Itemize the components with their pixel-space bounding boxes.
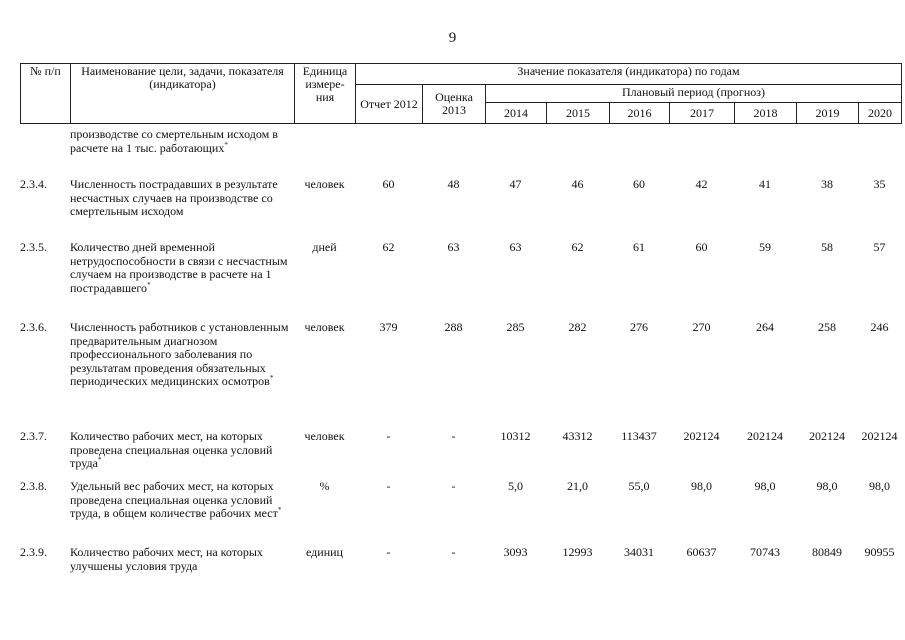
value-cell: 48 [447,177,460,191]
footnote-asterisk: * [269,374,274,382]
indicator-name: Количество рабочих мест, на которых проведена специальная оценка условий труда [70,429,273,470]
header-estimate-2013: Оценка 2013 [423,85,486,124]
value-cell [858,128,901,178]
header-report-2012: Отчет 2012 [356,85,423,124]
table-row [20,321,901,430]
value-cell: 98,0 [816,479,838,493]
indicator-name-cell [70,546,294,586]
value-cell: - [451,429,456,443]
value-cell: 60 [382,177,395,191]
indicator-name-cell [70,430,294,480]
indicator-name: Количество дней временной нетрудоспособности в связи с несчастным случаем на производстве в расчете на 1 пострадавшего [70,240,288,295]
value-cell: 60 [695,240,708,254]
header-year: 2016 [610,103,670,124]
value-cell: 62 [382,240,395,254]
value-cell [355,128,422,178]
header-plan-period: Плановый период (прогноз) [486,85,902,103]
row-number [20,128,70,178]
value-cell [485,128,546,178]
value-cell: 59 [759,240,771,254]
footnote-asterisk: * [97,456,102,464]
value-cell: 3093 [503,545,528,559]
value-cell: 35 [873,177,886,191]
value-cell: 55,0 [628,479,650,493]
value-cell: 47 [509,177,522,191]
value-cell: 38 [821,177,833,191]
value-cell: 246 [870,320,889,334]
unit-cell: человек [304,177,345,191]
indicator-name-cell [70,178,294,241]
value-cell: 379 [379,320,398,334]
value-cell: 21,0 [567,479,588,493]
value-cell: 202124 [861,429,898,443]
value-cell: 276 [630,320,648,334]
value-cell: 98,0 [691,479,712,493]
indicator-name: Удельный вес рабочих мест, на которых проведена специальная оценка условий труда, в общем количестве рабочих мест [70,479,278,520]
value-cell: 61 [633,240,645,254]
value-cell: 80849 [812,545,842,559]
value-cell: - [386,479,391,493]
value-cell [422,128,485,178]
page-number: 9 [448,30,457,46]
value-cell: 270 [692,320,711,334]
value-cell: 46 [571,177,584,191]
indicator-name-cell [70,321,294,430]
table-row [20,128,901,178]
footnote-asterisk: * [147,280,151,289]
value-cell: 63 [509,240,522,254]
value-cell: - [451,545,456,559]
value-cell [796,128,858,178]
value-cell: 98,0 [754,479,776,493]
value-cell: 63 [447,240,460,254]
header-year: 2019 [797,103,859,124]
value-cell: 57 [873,240,886,254]
header-num: № п/п [21,64,71,124]
header-year: 2020 [859,103,902,124]
value-cell: 42 [695,177,708,191]
value-cell: 282 [568,320,587,334]
table-row [20,241,901,321]
table-header [20,63,902,124]
footnote-asterisk: * [277,506,282,514]
table-row [20,546,901,586]
table-row [20,480,901,546]
value-cell: 60637 [686,545,717,559]
value-cell: 60 [633,177,645,191]
header-values-title: Значение показателя (индикатора) по годам [356,64,902,85]
value-cell: 288 [444,320,463,334]
unit-cell: человек [304,429,345,443]
value-cell: 258 [818,320,836,334]
value-cell: - [386,545,391,559]
value-cell: 12993 [562,545,593,559]
indicator-name: Численность работников с установленным предварительным диагнозом профессионального заболевания по результатам проведения обязательных периодических медицинских осмотров [70,320,289,388]
value-cell: 5,0 [508,479,523,493]
value-cell: 202124 [747,429,783,443]
value-cell: 98,0 [869,479,890,493]
value-cell: - [386,429,391,443]
value-cell: 41 [759,177,771,191]
unit-cell [294,128,355,178]
header-year: 2015 [547,103,610,124]
value-cell [609,128,669,178]
unit-cell: человек [304,320,345,334]
value-cell: 43312 [562,429,593,443]
value-cell [546,128,609,178]
value-cell: 34031 [624,545,654,559]
row-number: 2.3.4. [20,177,47,191]
row-number: 2.3.6. [20,320,47,334]
indicator-name: Численность пострадавших в результате несчастных случаев на производстве со смертельным исходом [70,177,278,218]
indicator-name-cell [70,241,294,321]
value-cell: - [451,479,456,493]
table-row [20,430,901,480]
header-year: 2014 [486,103,547,124]
unit-cell: единиц [306,545,343,559]
row-number: 2.3.5. [20,240,47,254]
header-name: Наименование цели, задачи, показателя (индикатора) [71,64,295,124]
value-cell: 264 [756,320,774,334]
table-row [20,178,901,241]
row-number: 2.3.8. [20,479,47,493]
value-cell: 90955 [864,545,895,559]
value-cell [734,128,796,178]
indicator-name-cell [70,128,294,178]
unit-cell: дней [312,240,337,254]
value-cell: 202124 [809,429,845,443]
indicator-name: производстве со смертельным исходом в расчете на 1 тыс. работающих [70,127,278,155]
value-cell: 202124 [683,429,720,443]
value-cell: 58 [821,240,833,254]
header-year: 2017 [670,103,735,124]
value-cell [669,128,734,178]
value-cell: 10312 [500,429,531,443]
unit-cell: % [319,479,330,493]
header-year: 2018 [735,103,797,124]
header-unit: Единица измере-ния [295,64,356,124]
indicator-name: Количество рабочих мест, на которых улучшены условия труда [70,545,263,573]
footnote-asterisk: * [224,140,228,149]
value-cell: 285 [506,320,525,334]
value-cell: 70743 [750,545,780,559]
row-number: 2.3.9. [20,545,47,559]
value-cell: 113437 [621,429,657,443]
value-cell: 62 [571,240,584,254]
indicator-table [20,128,901,586]
indicator-name-cell [70,480,294,546]
row-number: 2.3.7. [20,429,47,443]
